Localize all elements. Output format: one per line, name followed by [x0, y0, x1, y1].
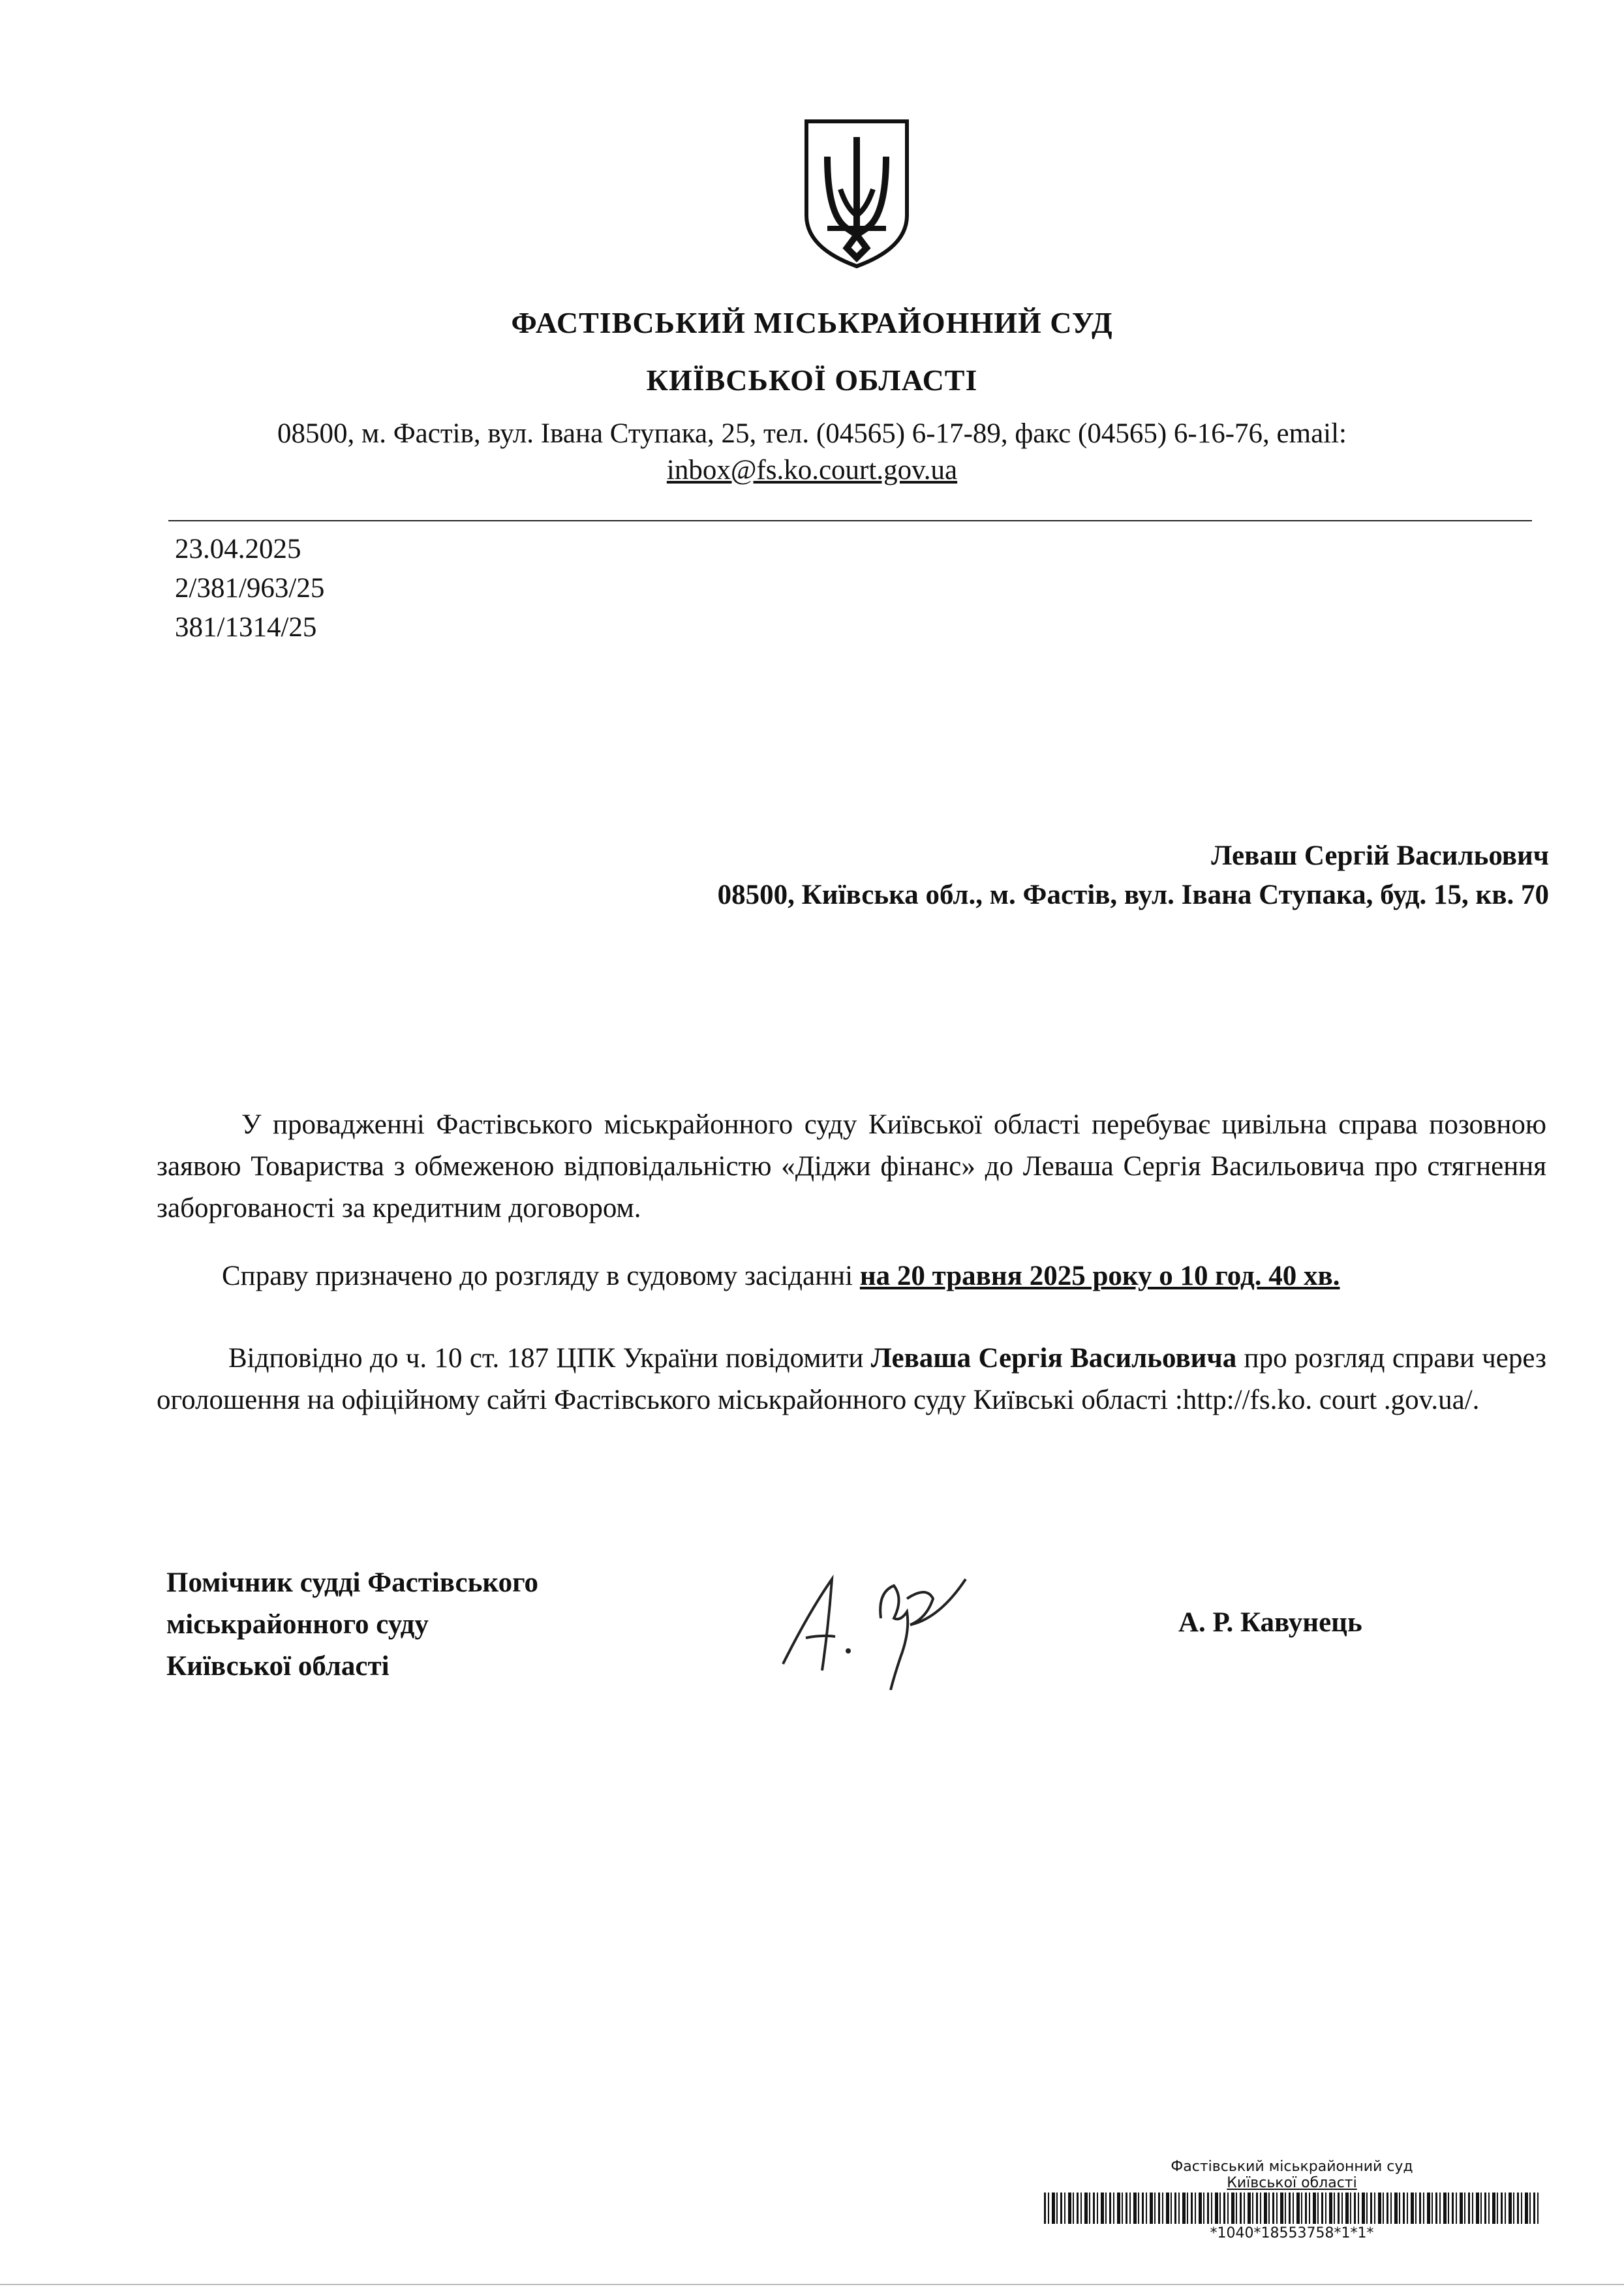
paragraph-1-text: У провадженні Фастівського міськрайонного суду Київської області перебуває цивільна справа позовною заявою Товариства з обмеженою відповідальністю «Діджи фінанс» до Леваша Сергія Васильовича про стягнення заборгованості за кредитним договором.	[157, 1109, 1546, 1223]
paragraph-2-text: Справу призначено до розгляду в судовому засіданні	[222, 1261, 860, 1291]
position-line1: Помічник судді Фастівського	[166, 1567, 539, 1598]
handwritten-signature	[770, 1560, 992, 1690]
reference-number-1: 2/381/963/25	[175, 573, 325, 604]
paragraph-3	[157, 1338, 1546, 1421]
barcode-code: *1040*18553758*1*1*	[1210, 2225, 1374, 2241]
court-name-line2: КИЇВСЬКОЇ ОБЛАСТІ	[646, 363, 978, 397]
paragraph-3-prefix: Відповідно до ч. 10 ст. 187 ЦПК України повідомити	[228, 1343, 871, 1374]
email-link[interactable]: inbox@fs.ko.court.gov.ua	[666, 455, 958, 485]
reference-number-2: 381/1314/25	[175, 612, 317, 643]
registration-stamp	[1031, 2159, 1553, 2241]
court-address: 08500, м. Фастів, вул. Івана Ступака, 25, тел. (04565) 6-17-89, факс (04565) 6-16-76, email:	[277, 418, 1347, 449]
stamp-court-line2: Київської області	[1227, 2175, 1357, 2191]
trident-emblem-icon	[801, 117, 912, 270]
barcode-icon	[1044, 2193, 1540, 2224]
position-line3: Київської області	[166, 1651, 390, 1682]
position-line2: міськрайонного суду	[166, 1609, 429, 1640]
hearing-date: на 20 травня 2025 року о 10 год. 40 хв.	[859, 1261, 1340, 1291]
signatory-name: А. Р. Кавунець	[1178, 1607, 1362, 1638]
recipient-address: 08500, Київська обл., м. Фастів, вул. Івана Ступака, буд. 15, кв. 70	[717, 880, 1549, 910]
paragraph-1	[157, 1104, 1546, 1229]
stamp-court-line1: Фастівський міськрайонний суд	[1171, 2159, 1413, 2175]
signatory-position	[166, 1562, 538, 1687]
recipient-name: Леваш Сергій Васильович	[1211, 840, 1549, 871]
bottom-scan-line	[0, 2284, 1624, 2285]
defendant-name: Леваша Сергія Васильовича	[870, 1343, 1237, 1374]
court-name-line1: ФАСТІВСЬКИЙ МІСЬКРАЙОННИЙ СУД	[511, 306, 1113, 339]
document-date: 23.04.2025	[175, 534, 301, 564]
paragraph-3-suffix: про розгляд справи через оголошення на офіційному сайті Фастівського міськрайонного суду Київські області :http://fs.ko. court .gov.ua/.	[157, 1343, 1546, 1415]
paragraph-2	[157, 1255, 1546, 1297]
header-divider	[168, 520, 1532, 521]
court-email[interactable]	[0, 454, 1624, 486]
